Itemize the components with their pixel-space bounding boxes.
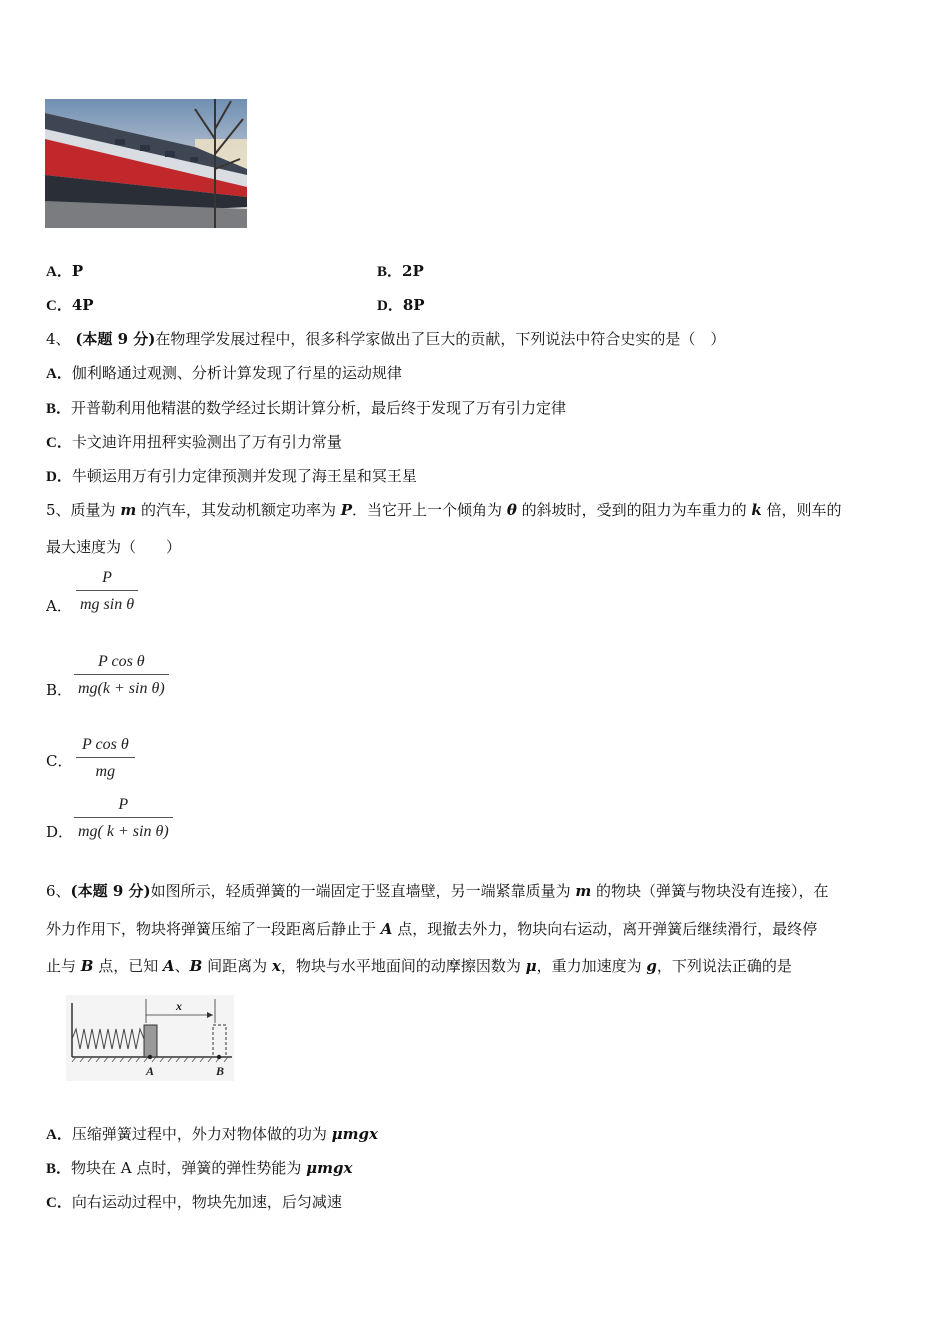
numerator: P cos θ	[97, 653, 145, 670]
var-m: m	[575, 882, 592, 900]
var-mu: μ	[525, 957, 537, 975]
q6-option-b[interactable]	[46, 1158, 352, 1179]
option-text: 压缩弹簧过程中，外力对物体做的功为	[71, 1125, 332, 1143]
var-theta: θ	[506, 501, 517, 519]
train-photo	[45, 99, 247, 228]
var-g: g	[646, 957, 657, 975]
var-x: x	[271, 957, 281, 975]
option-letter: B．	[377, 264, 403, 280]
q4-option-c[interactable]	[46, 432, 342, 453]
q6-option-c[interactable]	[46, 1192, 342, 1213]
q3-option-b[interactable]	[377, 261, 424, 282]
stem-text: ，重力加速度为	[536, 957, 647, 975]
stem-text: ，物块与水平地面间的动摩擦因数为	[280, 957, 526, 975]
label-x: x	[176, 999, 182, 1013]
var-k: k	[751, 501, 762, 519]
option-letter: D．	[46, 469, 72, 485]
q5-option-b-letter[interactable]: B．	[46, 681, 73, 699]
question-number: 6、	[46, 882, 71, 900]
q6-stem-line1	[46, 881, 829, 901]
option-letter: A．	[46, 264, 72, 280]
stem-text: 的斜坡时，受到的阻力为车重力的	[516, 501, 752, 519]
q6-stem-line2	[46, 919, 817, 939]
q5-stem-line2: 最大速度为（ ）	[46, 538, 182, 556]
option-letter: C．	[46, 298, 72, 314]
q3-option-c[interactable]	[46, 295, 94, 316]
q5-option-c-fraction	[76, 735, 135, 782]
option-text: 伽利略通过观测、分析计算发现了行星的运动规律	[71, 364, 402, 382]
option-letter: B．	[46, 1161, 72, 1177]
stem-text: ．当它开上一个倾角为	[352, 501, 507, 519]
option-text: 2P	[402, 262, 424, 280]
numerator: P	[102, 569, 112, 586]
var-m: m	[120, 501, 137, 519]
q4-option-d[interactable]	[46, 466, 417, 487]
question-text: 在物理学发展过程中，很多科学家做出了巨大的贡献，下列说法中符合史实的是（ ）	[155, 330, 726, 348]
spring-block-figure	[66, 995, 234, 1081]
option-formula: μmgx	[331, 1125, 378, 1143]
q5-option-a-letter[interactable]: A．	[46, 597, 72, 615]
var-b: B	[80, 957, 94, 975]
denominator: mg	[95, 763, 116, 780]
option-letter: B．	[46, 401, 72, 417]
numerator: P cos θ	[82, 736, 129, 753]
stem-text: 质量为	[70, 501, 121, 519]
option-text: 开普勒利用他精湛的数学经过长期计算分析，最后终于发现了万有引力定律	[71, 399, 567, 417]
stem-text: 、	[174, 957, 190, 975]
question-number: 4、	[46, 330, 71, 348]
var-b: B	[189, 957, 203, 975]
option-text: 卡文迪许用扭秤实验测出了万有引力常量	[71, 433, 342, 451]
var-a: A	[163, 957, 175, 975]
q5-option-d-letter[interactable]: D．	[46, 823, 74, 841]
q4-option-b[interactable]	[46, 398, 566, 419]
question-number: 5、	[46, 501, 71, 519]
var-a: A	[380, 920, 393, 938]
denominator: mg(k + sin θ)	[78, 680, 165, 697]
q4-stem	[46, 329, 725, 349]
var-p: P	[340, 501, 353, 519]
stem-text: 点，已知	[93, 957, 164, 975]
q5-stem-line1	[46, 500, 842, 520]
stem-text: 止与	[46, 957, 81, 975]
option-text: 物块在 A 点时，弹簧的弹性势能为	[71, 1159, 307, 1177]
option-letter: A．	[46, 1127, 72, 1143]
option-formula: μmgx	[306, 1159, 353, 1177]
denominator: mg sin θ	[80, 596, 135, 613]
stem-text: 点，现撤去外力，物块向右运动，离开弹簧后继续滑行，最终停	[392, 920, 818, 938]
q5-option-a-fraction	[76, 568, 138, 615]
q5-option-d-fraction	[74, 795, 173, 842]
option-text: 4P	[71, 296, 94, 314]
label-a: A	[146, 1064, 155, 1078]
stem-text: 的物块（弹簧与物块没有连接），在	[591, 882, 829, 900]
option-text: 牛顿运用万有引力定律预测并发现了海王星和冥王星	[71, 467, 417, 485]
option-text: 8P	[402, 296, 425, 314]
option-letter: C．	[46, 1195, 72, 1211]
stem-text: 如图所示，轻质弹簧的一端固定于竖直墙壁，另一端紧靠质量为	[150, 882, 576, 900]
q5-option-c-letter[interactable]: C．	[46, 752, 73, 770]
numerator: P	[118, 796, 129, 813]
q5-option-b-fraction	[74, 652, 169, 699]
q6-option-a[interactable]	[46, 1124, 378, 1145]
option-letter: D．	[377, 298, 403, 314]
stem-text: 外力作用下，物块将弹簧压缩了一段距离后静止于	[46, 920, 381, 938]
denominator: mg( k + sin θ)	[78, 823, 169, 840]
option-letter: A．	[46, 366, 72, 382]
stem-text: 间距离为	[202, 957, 272, 975]
label-b: B	[216, 1064, 225, 1078]
option-text: 向右运动过程中，物块先加速，后匀减速	[71, 1193, 342, 1211]
stem-text: 倍，则车的	[761, 501, 842, 519]
option-letter: C．	[46, 435, 72, 451]
question-score: (本题 9 分)	[70, 882, 151, 900]
stem-text: ，下列说法正确的是	[656, 957, 792, 975]
question-score: (本题 9 分)	[75, 330, 156, 348]
q3-option-a[interactable]	[46, 261, 83, 282]
q6-stem-line3	[46, 956, 792, 976]
option-text: P	[71, 262, 84, 280]
q4-option-a[interactable]	[46, 363, 402, 384]
stem-text: 的汽车，其发动机额定功率为	[136, 501, 341, 519]
q3-option-d[interactable]	[377, 295, 425, 316]
